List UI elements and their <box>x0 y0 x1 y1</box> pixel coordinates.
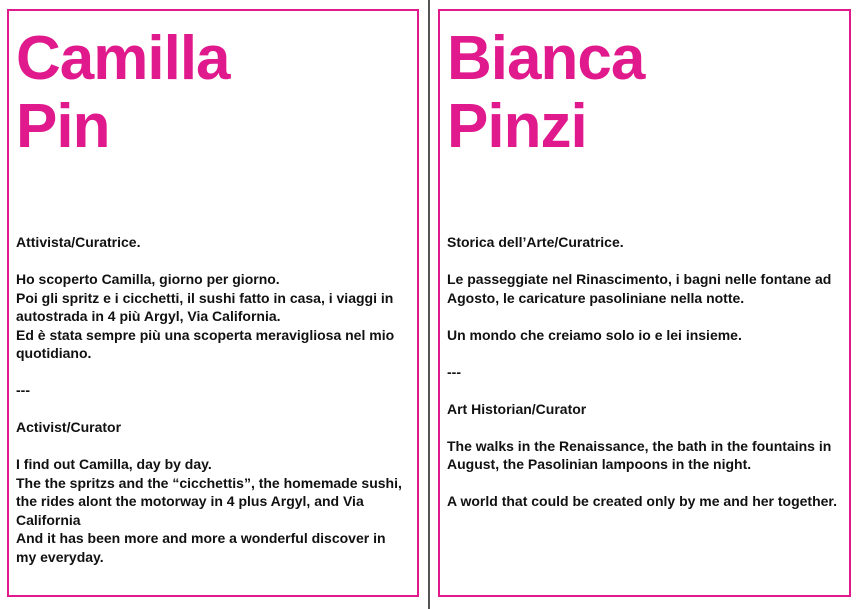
last-name: Pinzi <box>447 92 587 161</box>
text-line: I find out Camilla, day by day. <box>16 456 212 472</box>
text-line: Poi gli spritz e i cicchetti, il sushi fatto in casa, i viaggi in autostrada in 4 più Argyl, Via California. <box>16 289 394 324</box>
first-name: Camilla <box>16 24 230 93</box>
paragraph-english: A world that could be created only by me and her together. <box>447 493 837 509</box>
card-camilla-pin <box>7 9 419 597</box>
card-text <box>447 233 841 529</box>
paragraph-english: The walks in the Renaissance, the bath in the fountains in August, the Pasolinian lampoons in the night. <box>447 437 832 472</box>
paragraph-italian <box>16 270 409 363</box>
text-line: The the spritzs and the “cicchettis”, the homemade sushi, the rides alont the motorway in 4 plus Argyl, and Via California <box>16 474 402 528</box>
person-name <box>447 25 644 161</box>
first-name: Bianca <box>447 24 645 93</box>
paragraph-english <box>16 455 409 566</box>
separator: --- <box>447 363 461 380</box>
page-divider <box>428 0 430 609</box>
paragraph-italian: Un mondo che creiamo solo io e lei insieme. <box>447 326 742 343</box>
text-line: Ho scoperto Camilla, giorno per giorno. <box>16 271 280 287</box>
role-italian: Storica dell’Arte/Curatrice. <box>447 234 624 250</box>
separator: --- <box>16 382 30 398</box>
card-bianca-pinzi <box>438 9 851 597</box>
role-italian: Attivista/Curatrice. <box>16 234 141 250</box>
person-name <box>16 25 230 161</box>
last-name: Pin <box>16 92 110 161</box>
card-text <box>16 233 409 585</box>
text-line: Ed è stata sempre più una scoperta meravigliosa nel mio quotidiano. <box>16 326 395 361</box>
text-line: And it has been more and more a wonderful discover in my everyday. <box>16 530 386 565</box>
paragraph-italian: Le passeggiate nel Rinascimento, i bagni nelle fontane ad Agosto, le caricature pasoliniane nella notte. <box>447 271 832 306</box>
role-english: Activist/Curator <box>16 419 122 435</box>
role-english: Art Historian/Curator <box>447 400 587 417</box>
